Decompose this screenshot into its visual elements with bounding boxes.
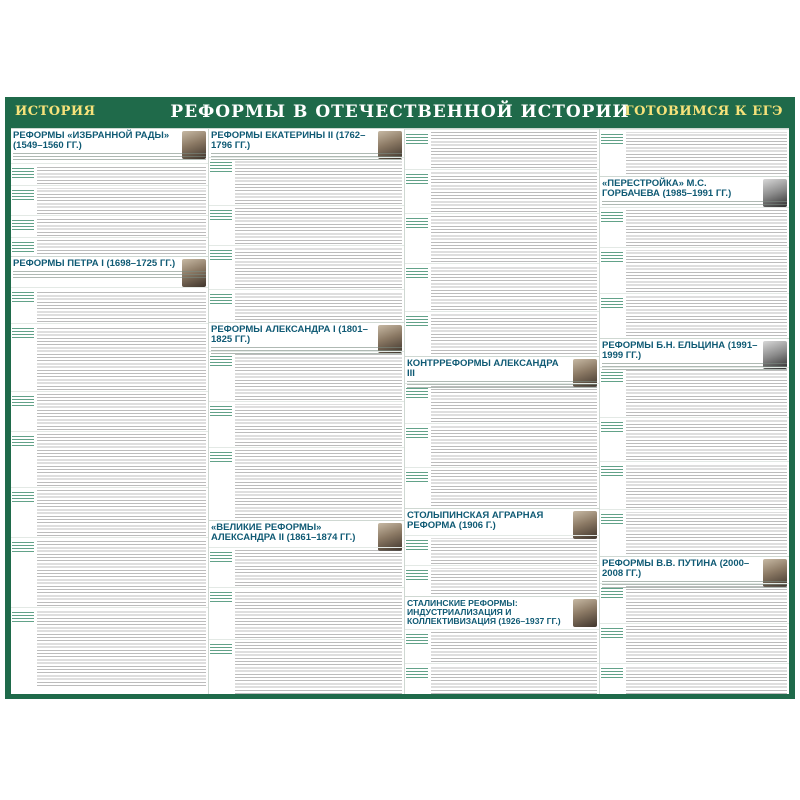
block-title: РЕФОРМЫ АЛЕКСАНДРА I (1801–1825 ГГ.): [211, 324, 368, 345]
reform-row: [600, 207, 789, 248]
reform-row: [405, 311, 599, 355]
subject-label: ИСТОРИЯ: [15, 104, 96, 119]
reform-row: [405, 629, 599, 664]
reform-row: [405, 169, 599, 214]
block-title: КОНТРРЕФОРМЫ АЛЕКСАНДРА III: [407, 358, 559, 379]
reform-row: [600, 663, 789, 694]
reform-row: [405, 565, 599, 595]
reform-row: [600, 583, 789, 624]
block-kontrreformy: [405, 356, 599, 507]
block-goal: [13, 152, 206, 160]
reform-row: [600, 129, 789, 175]
poster-content: [11, 128, 789, 694]
reform-row: [405, 423, 599, 468]
block-stolypin: [405, 508, 599, 595]
reform-row: [11, 215, 208, 238]
reform-row: [209, 351, 404, 402]
block-title: РЕФОРМЫ «ИЗБРАННОЙ РАДЫ» (1549–1560 ГГ.): [13, 130, 170, 151]
block-stalin: [405, 596, 599, 694]
reform-row: [405, 263, 599, 312]
reform-row: [600, 293, 789, 337]
reform-row: [405, 467, 599, 507]
reform-row: [11, 237, 208, 255]
reform-row: [11, 391, 208, 432]
block-petr: [11, 256, 208, 694]
block-title: «ВЕЛИКИЕ РЕФОРМЫ» АЛЕКСАНДРА II (1861–1874 ГГ.): [211, 522, 356, 543]
block-putin: [600, 556, 789, 694]
block-eltsin: [600, 338, 789, 555]
block-velikie-continued: [405, 128, 599, 355]
block-stalin-continued: [600, 128, 789, 175]
block-title: РЕФОРМЫ ПЕТРА I (1698–1725 ГГ.): [13, 258, 176, 269]
column-3: [405, 128, 599, 694]
reform-row: [209, 401, 404, 448]
reform-row: [209, 639, 404, 694]
reform-row: [11, 431, 208, 488]
reform-row: [600, 509, 789, 555]
block-aleksandr1: [209, 322, 404, 519]
column-1: [11, 128, 208, 694]
reform-row: [11, 287, 208, 324]
reform-row: [405, 535, 599, 566]
block-ekaterina: [209, 128, 404, 321]
reform-row: [405, 663, 599, 694]
block-title: СТОЛЫПИНСКАЯ АГРАРНАЯ РЕФОРМА (1906 Г.): [407, 510, 544, 531]
reform-row: [11, 163, 208, 186]
reform-row: [11, 607, 208, 688]
reform-row: [11, 537, 208, 608]
reform-row: [11, 487, 208, 538]
reform-row: [600, 417, 789, 462]
reform-row: [209, 547, 404, 588]
reform-row: [600, 623, 789, 664]
column-2: [209, 128, 404, 694]
exam-label: ГОТОВИМСЯ К ЕГЭ: [624, 104, 783, 119]
reform-row: [209, 205, 404, 246]
block-title: СТАЛИНСКИЕ РЕФОРМЫ: ИНДУСТРИАЛИЗАЦИЯ И КОЛЛЕКТИВИЗАЦИЯ (1926–1937 ГГ.): [407, 598, 561, 626]
block-title: РЕФОРМЫ ЕКАТЕРИНЫ II (1762–1796 ГГ.): [211, 130, 366, 151]
block-velikie-reformy: [209, 520, 404, 694]
reform-row: [11, 323, 208, 392]
block-izbrannaya-rada: [11, 128, 208, 255]
block-title: РЕФОРМЫ Б.Н. ЕЛЬЦИНА (1991–1999 ГГ.): [602, 340, 758, 361]
reform-row: [209, 245, 404, 290]
column-4: [600, 128, 789, 694]
poster-frame: [5, 97, 795, 699]
reform-row: [405, 383, 599, 424]
block-gorbachev: [600, 176, 789, 337]
block-title: «ПЕРЕСТРОЙКА» М.С. ГОРБАЧЕВА (1985–1991 ГГ.): [602, 178, 732, 199]
reform-row: [209, 289, 404, 321]
reform-row: [209, 587, 404, 640]
block-title: РЕФОРМЫ В.В. ПУТИНА (2000–2008 ГГ.): [602, 558, 750, 579]
reform-row: [600, 247, 789, 294]
poster-title: РЕФОРМЫ В ОТЕЧЕСТВЕННОЙ ИСТОРИИ: [170, 102, 630, 122]
poster-header: [5, 97, 795, 127]
reform-row: [600, 461, 789, 510]
reform-row: [405, 213, 599, 264]
reform-row: [209, 157, 404, 206]
reform-row: [209, 447, 404, 519]
block-goal: [13, 270, 206, 278]
reform-row: [11, 185, 208, 216]
portrait-image: [573, 599, 597, 627]
reform-row: [405, 129, 599, 170]
reform-row: [600, 367, 789, 418]
